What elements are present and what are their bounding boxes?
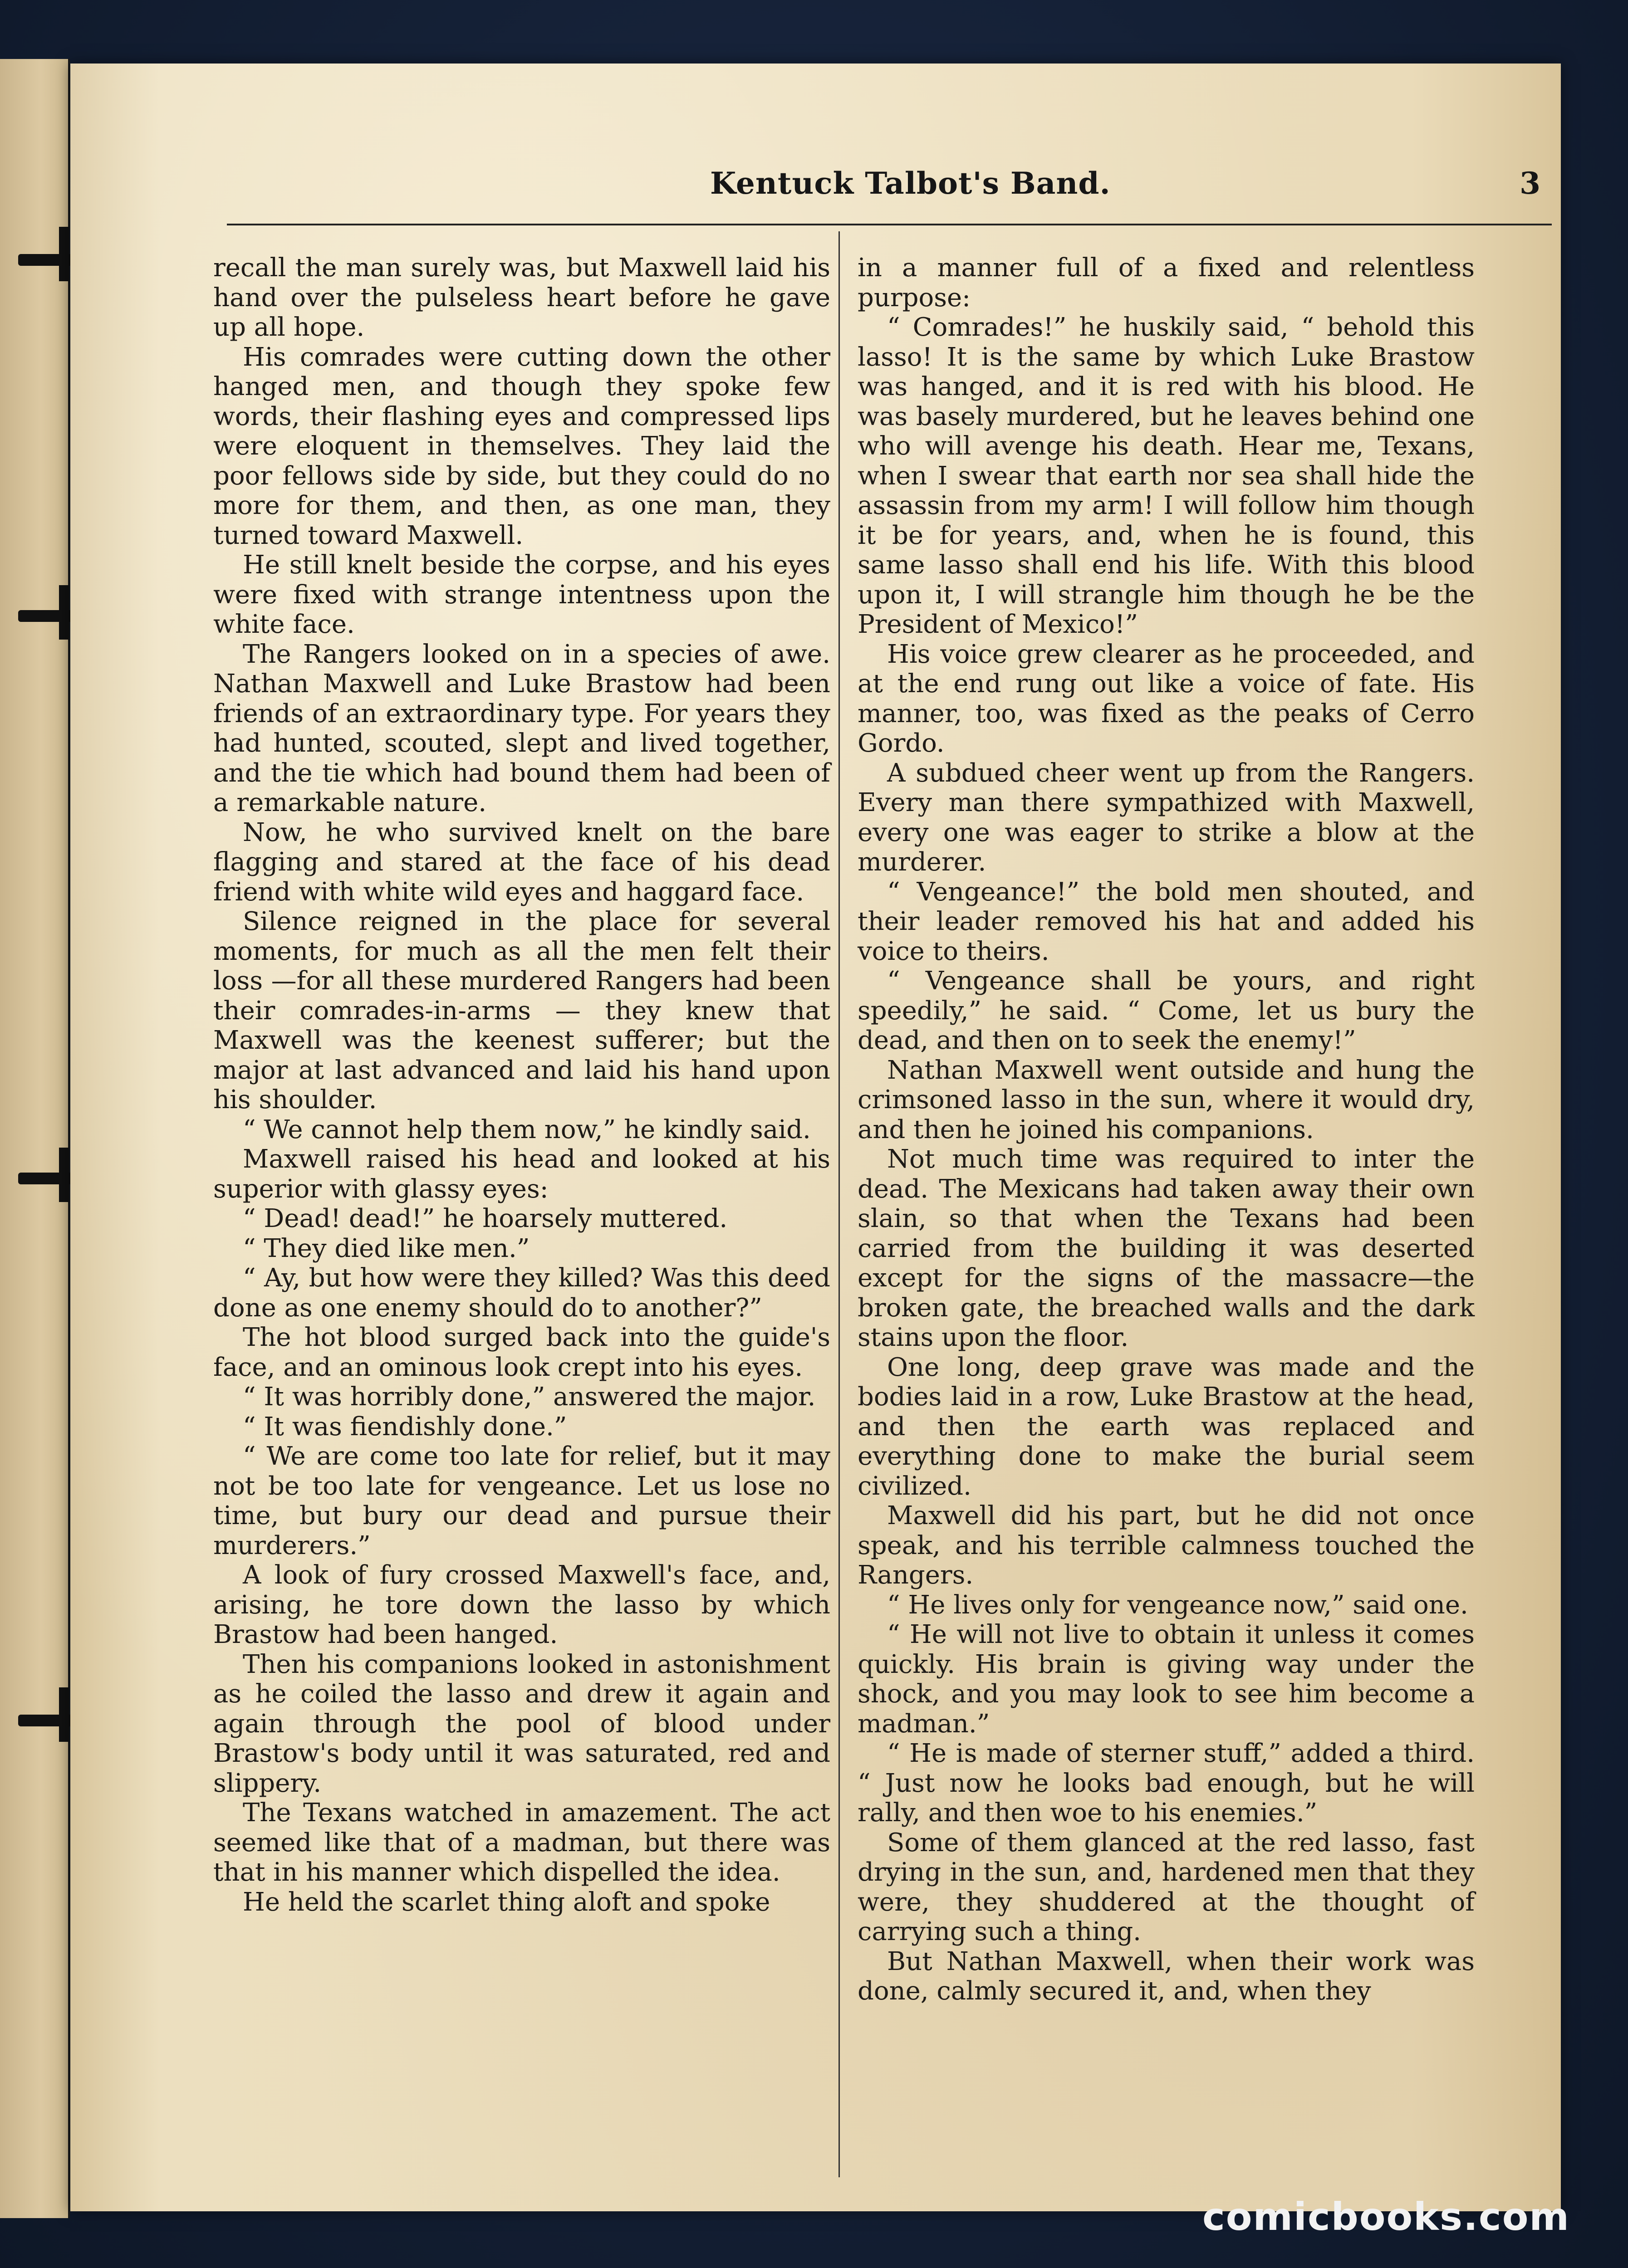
paragraph: “ Dead! dead!” he hoarsely muttered.: [243, 1204, 728, 1233]
paragraph: Silence reigned in the place for several moments, for much as all the men felt their loss —for all these murdered Rangers had been their comrades-in-arms — they knew that Maxwell was the keenest sufferer; but the major at last advanced and laid his hand upon his shoulder.: [213, 907, 830, 1114]
paragraph: But Nathan Maxwell, when their work was done, calmly secured it, and, when they: [858, 1946, 1475, 2006]
paragraph: Maxwell raised his head and looked at his superior with glassy eyes:: [213, 1144, 830, 1204]
book-page: [70, 64, 1561, 2211]
paragraph: recall the man surely was, but Maxwell laid his hand over the pulseless heart before he gave up all hope.: [213, 253, 830, 342]
binding-stitch: [59, 585, 69, 640]
paragraph: Then his companions looked in astonishment as he coiled the lasso and drew it again and again through the pool of blood under Brastow's body until it was saturated, red and slippery.: [213, 1649, 830, 1798]
paragraph: Nathan Maxwell went outside and hung the crimsoned lasso in the sun, where it would dry, and then he joined his companions.: [858, 1055, 1475, 1144]
paragraph: A look of fury crossed Maxwell's face, and, arising, he tore down the lasso by which Brastow had been hanged.: [213, 1560, 830, 1649]
paragraph: Now, he who survived knelt on the bare flagging and stared at the face of his dead friend with white wild eyes and haggard face.: [213, 817, 830, 907]
right-column: [858, 253, 1475, 2006]
page-number: 3: [1520, 166, 1540, 201]
paragraph: “ Ay, but how were they killed? Was this deed done as one enemy should do to another?”: [213, 1263, 830, 1323]
paragraph: Some of them glanced at the red lasso, fast drying in the sun, and, hardened men that they were, they shuddered at the thought of carrying such a thing.: [858, 1828, 1475, 1946]
previous-page-edge: [0, 59, 70, 2218]
paragraph: “ Vengeance shall be yours, and right speedily,” he said. “ Come, let us bury the dead, and then on to seek the enemy!”: [858, 966, 1475, 1055]
column-divider: [839, 231, 840, 2177]
binding-stitch: [59, 227, 69, 281]
paragraph: Maxwell did his part, but he did not once speak, and his terrible calmness touched the Rangers.: [858, 1501, 1475, 1590]
paragraph: “ We are come too late for relief, but it may not be too late for vengeance. Let us lose no time, but bury our dead and pursue their murderers.”: [213, 1442, 830, 1560]
paragraph: “ He is made of sterner stuff,” added a third. “ Just now he looks bad enough, but he will rally, and then woe to his enemies.”: [858, 1739, 1475, 1828]
paragraph: “ We cannot help them now,” he kindly said.: [243, 1114, 811, 1144]
paragraph: His comrades were cutting down the other hanged men, and though they spoke few words, their flashing eyes and compressed lips were eloquent in themselves. They laid the poor fellows side by side, but they could do no more for them, and then, as one man, they turned toward Maxwell.: [213, 342, 830, 550]
running-title: Kentuck Talbot's Band.: [710, 166, 1111, 201]
paragraph: Not much time was required to inter the dead. The Mexicans had taken away their own slain, so that when the Texans had been carried from the building it was deserted except for the signs of the massacre—the broken gate, the breached walls and the dark stains upon the floor.: [858, 1144, 1475, 1352]
paragraph: “ He lives only for vengeance now,” said one.: [887, 1590, 1468, 1620]
paragraph: in a manner full of a fixed and relentless purpose:: [858, 253, 1475, 313]
paragraph: “ It was fiendishly done.”: [243, 1412, 567, 1442]
paragraph: “ Comrades!” he huskily said, “ behold this lasso! It is the same by which Luke Brastow was hanged, and it is red with his blood. He was basely murdered, but he leaves behind one who will avenge his death. Hear me, Texans, when I swear that earth nor sea shall hide the assassin from my arm! I will follow him though it be for years, and, when he is found, this same lasso shall end his life. With this blood upon it, I will strangle him though he be the President of Mexico!”: [858, 313, 1475, 639]
paragraph: A subdued cheer went up from the Rangers. Every man there sympathized with Maxwell, every one was eager to strike a blow at the murderer.: [858, 758, 1475, 877]
paragraph: The Texans watched in amazement. The act seemed like that of a madman, but there was that in his manner which dispelled the idea.: [213, 1798, 830, 1887]
paragraph: The Rangers looked on in a species of awe. Nathan Maxwell and Luke Brastow had been friends of an extraordinary type. For years they had hunted, scouted, slept and lived together, and the tie which had bound them had been of a remarkable nature.: [213, 639, 830, 817]
watermark: comicbooks.com: [1202, 2195, 1570, 2239]
header-rule: [227, 224, 1552, 225]
paragraph: He still knelt beside the corpse, and his eyes were fixed with strange intentness upon the white face.: [213, 550, 830, 639]
paragraph: “ They died like men.”: [243, 1233, 530, 1263]
paragraph: The hot blood surged back into the guide's face, and an ominous look crept into his eyes.: [213, 1323, 830, 1382]
binding-stitch: [59, 1148, 69, 1202]
paragraph: “ Vengeance!” the bold men shouted, and their leader removed his hat and added his voice to theirs.: [858, 877, 1475, 966]
paragraph: He held the scarlet thing aloft and spoke: [243, 1887, 770, 1917]
paragraph: His voice grew clearer as he proceeded, and at the end rung out like a voice of fate. His manner, too, was fixed as the peaks of Cerro Gordo.: [858, 639, 1475, 758]
paragraph: “ It was horribly done,” answered the major.: [243, 1382, 816, 1412]
running-header: [628, 166, 1540, 215]
binding-stitch: [59, 1687, 69, 1742]
left-column: [213, 253, 830, 1917]
paragraph: “ He will not live to obtain it unless it comes quickly. His brain is giving way under the shock, and you may look to see him become a madman.”: [858, 1620, 1475, 1739]
paragraph: One long, deep grave was made and the bodies laid in a row, Luke Brastow at the head, and then the earth was replaced and everything done to make the burial seem civilized.: [858, 1352, 1475, 1501]
